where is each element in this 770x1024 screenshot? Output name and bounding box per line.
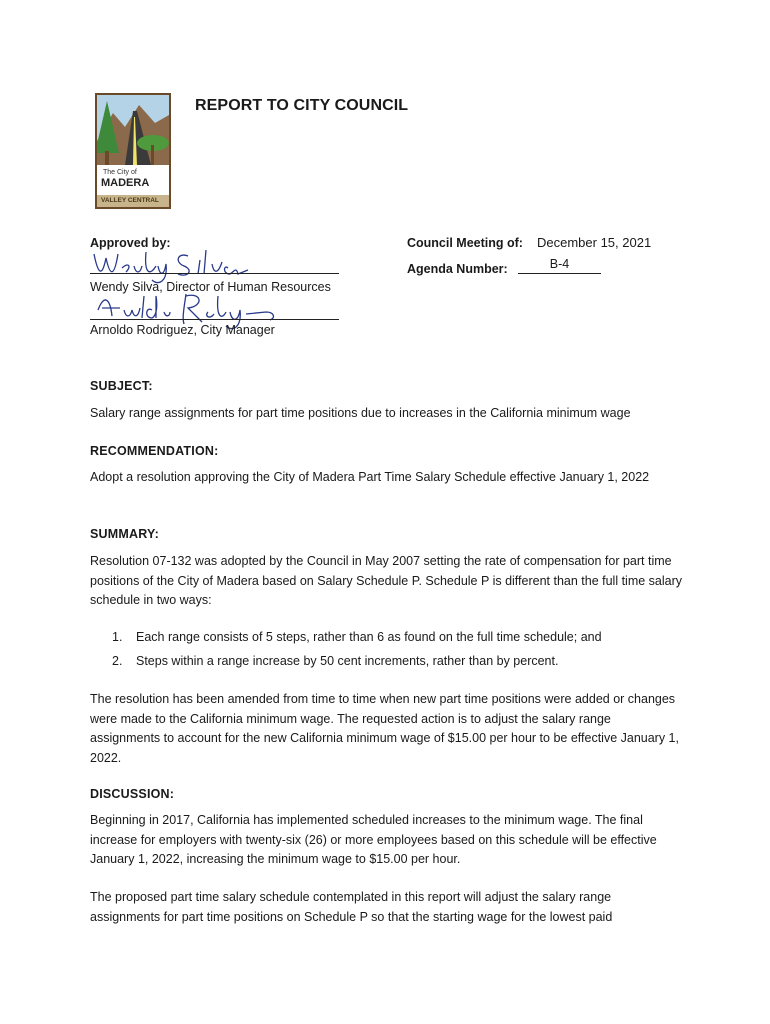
agenda-number-value: B-4 bbox=[518, 257, 601, 274]
discussion-text: Beginning in 2017, California has implemented scheduled increases to the minimum wage. The final increase for employers with twenty-six (26) or more employees based on this schedule will be effective January 1, 2022, increasing the minimum wage to $15.00 per hour. bbox=[90, 813, 657, 866]
signature-line-1 bbox=[90, 273, 339, 274]
list-item-text: Steps within a range increase by 50 cent increments, rather than by percent. bbox=[136, 654, 559, 668]
summary-text-2: The resolution has been amended from time to time when new part time positions were added or changes were made to the California minimum wage. The requested action is to adjust the salary range assignments to account for the new California minimum wage of $15.00 per hour to be effective January 1, 2022. bbox=[90, 692, 679, 765]
discussion-text-2: The proposed part time salary schedule contemplated in this report will adjust the salary range assignments for part time positions on Schedule P so that the starting wage for the lowest paid bbox=[90, 890, 613, 924]
discussion-heading: DISCUSSION: bbox=[90, 787, 175, 801]
summary-text: Resolution 07-132 was adopted by the Council in May 2007 setting the rate of compensation for part time positions of the City of Madera based on Salary Schedule P. Schedule P is different than the full time salary schedule in two ways: bbox=[90, 554, 683, 607]
signature-wendy-silva bbox=[88, 244, 258, 284]
council-meeting-label: Council Meeting of: bbox=[407, 236, 523, 250]
city-logo-graphic bbox=[95, 93, 171, 209]
list-item-text: Each range consists of 5 steps, rather than 6 as found on the full time schedule; and bbox=[136, 630, 602, 644]
recommendation-heading: RECOMMENDATION: bbox=[90, 444, 219, 458]
report-title: REPORT TO CITY COUNCIL bbox=[195, 97, 409, 114]
list-item bbox=[112, 649, 682, 673]
summary-heading: SUMMARY: bbox=[90, 527, 159, 541]
logo-line2: MADERA bbox=[101, 177, 150, 189]
list-item-number: 1. bbox=[112, 630, 123, 644]
agenda-number-label: Agenda Number: bbox=[407, 262, 508, 276]
approved-by-label: Approved by: bbox=[90, 236, 171, 250]
recommendation-text: Adopt a resolution approving the City of Madera Part Time Salary Schedule effective January 1, 2022 bbox=[90, 470, 650, 484]
list-item bbox=[112, 625, 682, 649]
list-item-number: 2. bbox=[112, 654, 123, 668]
signature-line-2 bbox=[90, 319, 339, 320]
signer-2-name: Arnoldo Rodriguez, City Manager bbox=[90, 323, 275, 337]
summary-list bbox=[112, 625, 682, 673]
subject-heading: SUBJECT: bbox=[90, 379, 153, 393]
city-logo bbox=[95, 93, 171, 209]
signer-1-name: Wendy Silva, Director of Human Resources bbox=[90, 280, 331, 294]
logo-line1: The City of bbox=[103, 169, 137, 176]
subject-text: Salary range assignments for part time positions due to increases in the California minimum wage bbox=[90, 406, 631, 420]
logo-line3: VALLEY CENTRAL bbox=[101, 197, 159, 204]
council-meeting-date: December 15, 2021 bbox=[537, 235, 652, 250]
